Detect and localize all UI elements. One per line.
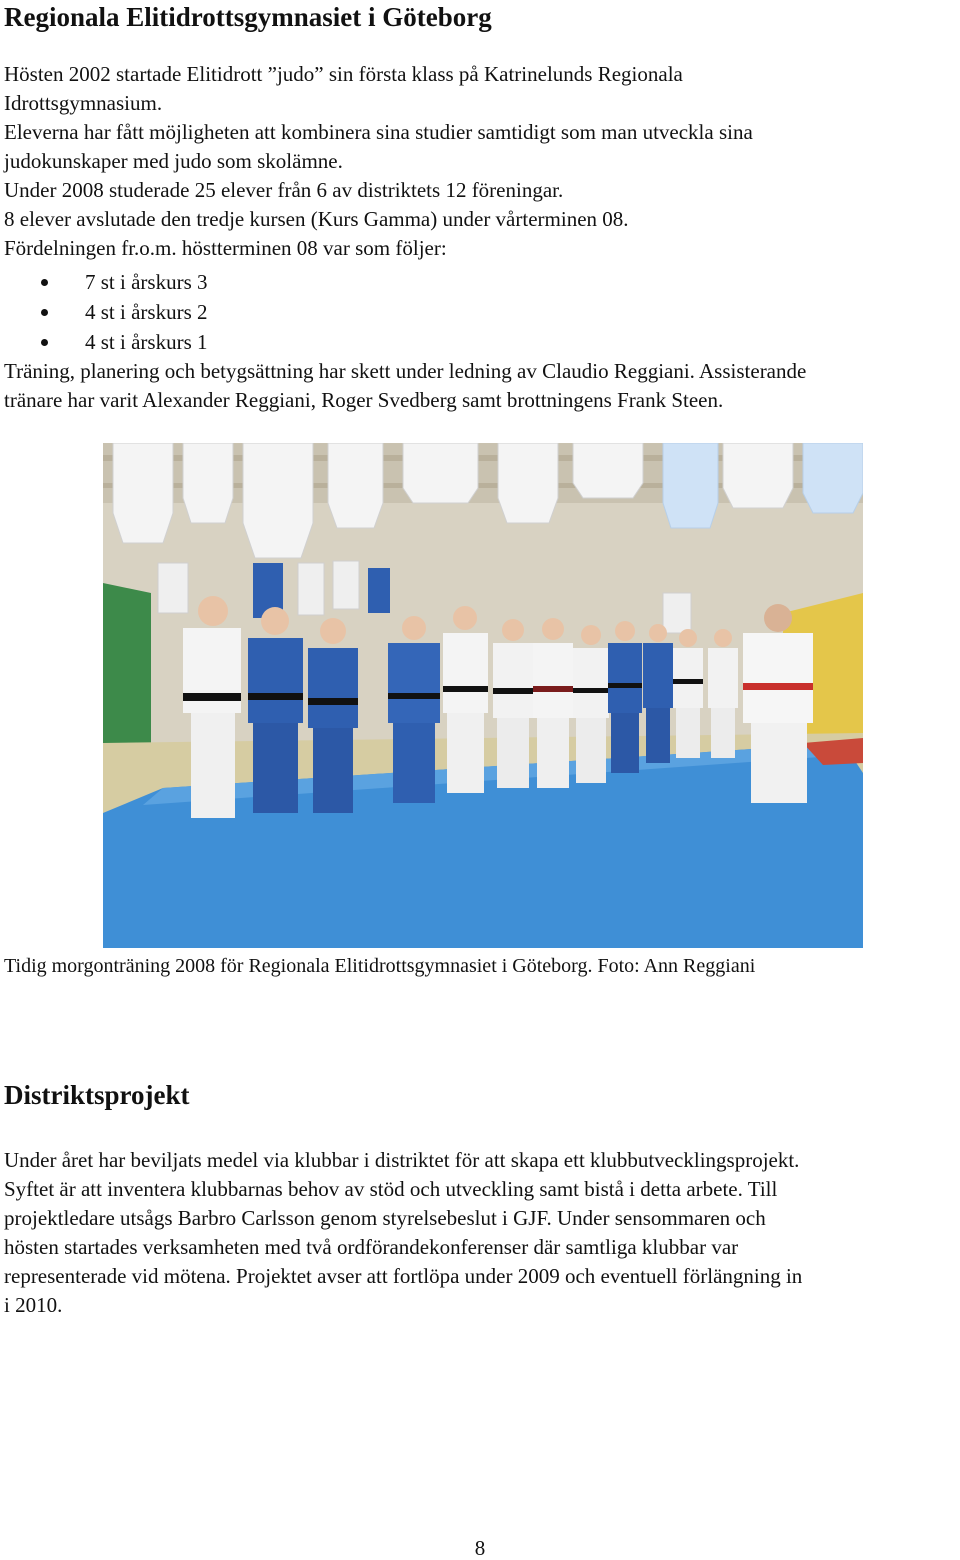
- grade-distribution-list: [0, 267, 208, 357]
- page-number: 8: [474, 1536, 486, 1560]
- intro-line: Under 2008 studerade 25 elever från 6 av distriktets 12 föreningar.: [4, 178, 564, 202]
- bullet-icon: [41, 309, 48, 316]
- list-item-label: 4 st i årskurs 1: [85, 330, 208, 354]
- intro-line: Idrottsgymnasium.: [4, 91, 163, 115]
- list-item-label: 7 st i årskurs 3: [85, 270, 208, 294]
- intro-line: Hösten 2002 startade Elitidrott ”judo” sin första klass på Katrinelunds Regionala: [4, 62, 683, 86]
- intro-line: 8 elever avslutade den tredje kursen (Kurs Gamma) under vårterminen 08.: [4, 207, 629, 231]
- bullet-icon: [41, 279, 48, 286]
- project-line: hösten startades verksamheten med två ordförandekonferenser där samtliga klubbar var: [4, 1235, 739, 1259]
- project-line: projektledare utsågs Barbro Carlsson genom styrelsebeslut i GJF. Under sensommaren och: [4, 1206, 766, 1230]
- project-line: Under året har beviljats medel via klubbar i distriktet för att skapa ett klubbutvecklingsprojekt.: [4, 1148, 800, 1172]
- judo-training-photo: [103, 443, 863, 948]
- bullet-icon: [41, 339, 48, 346]
- training-line: tränare har varit Alexander Reggiani, Roger Svedberg samt brottningens Frank Steen.: [4, 388, 724, 412]
- intro-line: Fördelningen fr.o.m. höstterminen 08 var som följer:: [4, 236, 447, 260]
- photo-caption: Tidig morgonträning 2008 för Regionala Elitidrottsgymnasiet i Göteborg. Foto: Ann Reggiani: [4, 955, 756, 977]
- list-item-label: 4 st i årskurs 2: [85, 300, 208, 324]
- training-line: Träning, planering och betygsättning har skett under ledning av Claudio Reggiani. Assisterande: [4, 359, 807, 383]
- list-item: [0, 297, 208, 327]
- intro-line: Eleverna har fått möjligheten att kombinera sina studier samtidigt som man utveckla sina: [4, 120, 753, 144]
- project-line: representerade vid mötena. Projektet avser att fortlöpa under 2009 och eventuell förlängning in: [4, 1264, 803, 1288]
- judo-training-illustration: [103, 443, 863, 948]
- project-line: Syftet är att inventera klubbarnas behov av stöd och utveckling samt bistå i detta arbete. Till: [4, 1177, 778, 1201]
- project-paragraph: [4, 1146, 960, 1320]
- list-item: [0, 327, 208, 357]
- page-heading: Regionala Elitidrottsgymnasiet i Göteborg: [4, 2, 492, 32]
- intro-paragraph: [4, 60, 960, 263]
- project-line: i 2010.: [4, 1293, 63, 1317]
- list-item: [0, 267, 208, 297]
- intro-line: judokunskaper med judo som skolämne.: [4, 149, 343, 173]
- section-heading: Distriktsprojekt: [4, 1080, 190, 1110]
- training-paragraph: [4, 357, 960, 415]
